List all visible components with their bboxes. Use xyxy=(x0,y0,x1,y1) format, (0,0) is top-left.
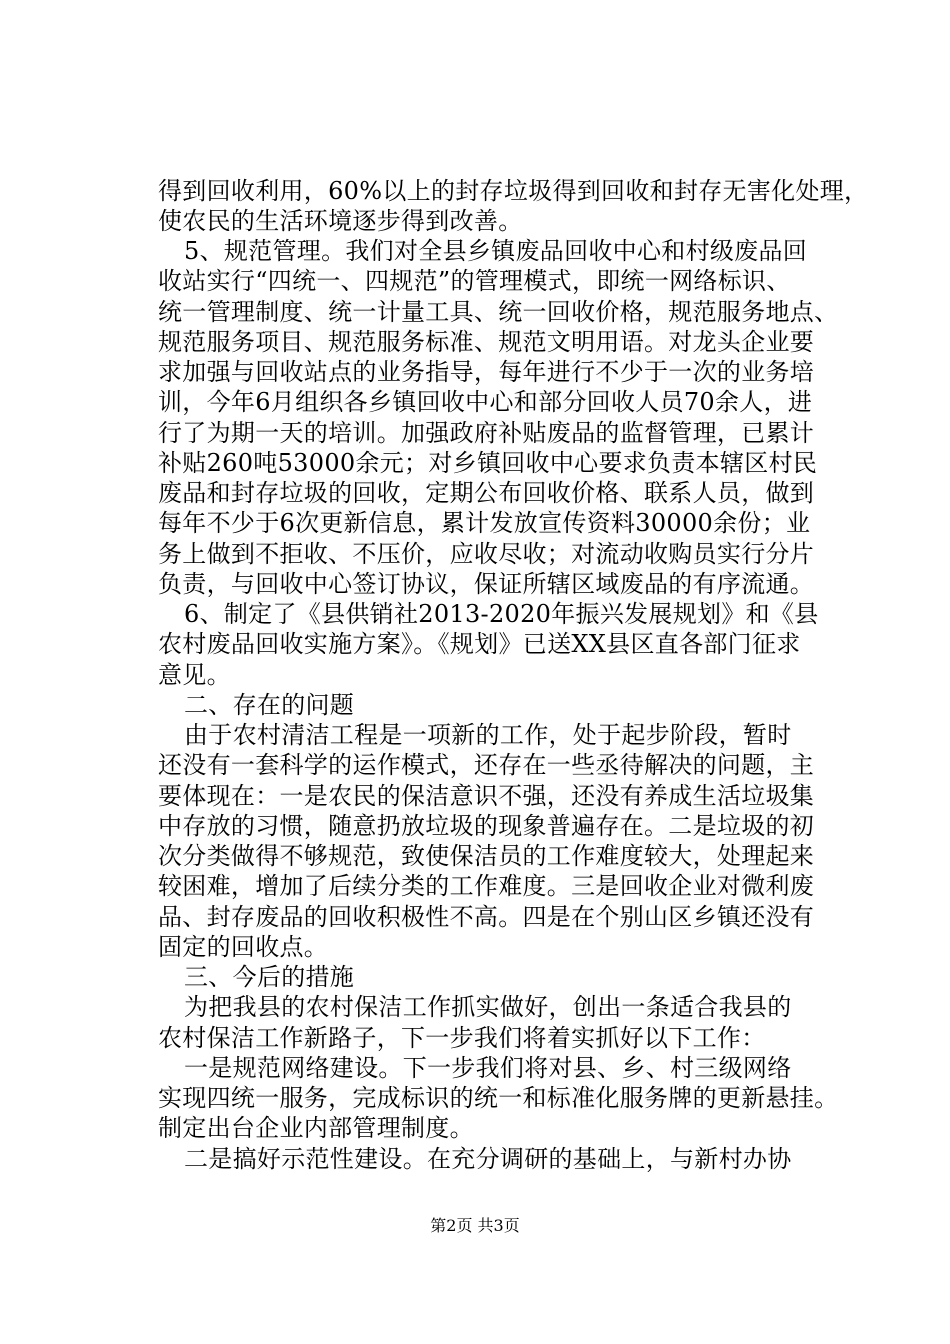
section-heading: 二、存在的问题 xyxy=(184,691,355,719)
section-heading: 三、今后的措施 xyxy=(184,963,355,991)
text-line: 固定的回收点。 xyxy=(158,933,329,961)
text-line: 每年不少于6次更新信息，累计发放宣传资料30000余份；业 xyxy=(158,509,811,537)
text-line: 农村废品回收实施方案》。《规划》已送XX县区直各部门征求 xyxy=(158,630,801,658)
text-line: 6、制定了《县供销社2013-2020年振兴发展规划》和《县 xyxy=(184,600,819,628)
text-line: 农村保洁工作新路子，下一步我们将着实抓好以下工作： xyxy=(158,1024,766,1052)
text-line: 由于农村清洁工程是一项新的工作，处于起步阶段，暂时 xyxy=(184,721,792,749)
text-line: 得到回收利用，60%以上的封存垃圾得到回收和封存无害化处理， xyxy=(158,177,869,205)
page-number-footer: 第2页 共3页 xyxy=(430,1216,520,1235)
text-line: 制定出台企业内部管理制度。 xyxy=(158,1114,474,1142)
text-line: 实现四统一服务，完成标识的统一和标准化服务牌的更新悬挂。 xyxy=(158,1084,839,1112)
text-line: 5、规范管理。我们对全县乡镇废品回收中心和村级废品回 xyxy=(184,237,808,265)
text-line: 为把我县的农村保洁工作抓实做好，创出一条适合我县的 xyxy=(184,993,792,1021)
text-line: 一是规范网络建设。下一步我们将对县、乡、村三级网络 xyxy=(184,1054,792,1082)
text-line: 求加强与回收站点的业务指导，每年进行不少于一次的业务培 xyxy=(158,358,815,386)
text-line: 要体现在：一是农民的保洁意识不强，还没有养成生活垃圾集 xyxy=(158,782,815,810)
text-line: 补贴260吨53000余元；对乡镇回收中心要求负责本辖区村民 xyxy=(158,449,818,477)
text-line: 还没有一套科学的运作模式，还存在一些丞待解决的问题，主 xyxy=(158,751,815,779)
text-line: 使农民的生活环境逐步得到改善。 xyxy=(158,207,523,235)
text-line: 负责，与回收中心签订协议，保证所辖区域废品的有序流通。 xyxy=(158,570,815,598)
text-line: 务上做到不拒收、不压价，应收尽收；对流动收购员实行分片 xyxy=(158,540,815,568)
text-line: 品、封存废品的回收积极性不高。四是在个别山区乡镇还没有 xyxy=(158,903,815,931)
text-line: 行了为期一天的培训。加强政府补贴废品的监督管理，已累计 xyxy=(158,419,815,447)
text-line: 二是搞好示范性建设。在充分调研的基础上，与新村办协 xyxy=(184,1145,792,1173)
text-line: 废品和封存垃圾的回收，定期公布回收价格、联系人员，做到 xyxy=(158,479,815,507)
text-line: 规范服务项目、规范服务标准、规范文明用语。对龙头企业要 xyxy=(158,328,815,356)
text-line: 训，今年6月组织各乡镇回收中心和部分回收人员70余人，进 xyxy=(158,388,813,416)
text-line: 较困难，增加了后续分类的工作难度。三是回收企业对微利废 xyxy=(158,872,815,900)
text-line: 统一管理制度、统一计量工具、统一回收价格，规范服务地点、 xyxy=(158,298,839,326)
text-line: 收站实行“四统一、四规范”的管理模式，即统一网络标识、 xyxy=(158,267,791,295)
text-line: 意见。 xyxy=(158,661,231,689)
text-line: 中存放的习惯，随意扔放垃圾的现象普遍存在。二是垃圾的初 xyxy=(158,812,815,840)
text-line: 次分类做得不够规范，致使保洁员的工作难度较大，处理起来 xyxy=(158,842,815,870)
